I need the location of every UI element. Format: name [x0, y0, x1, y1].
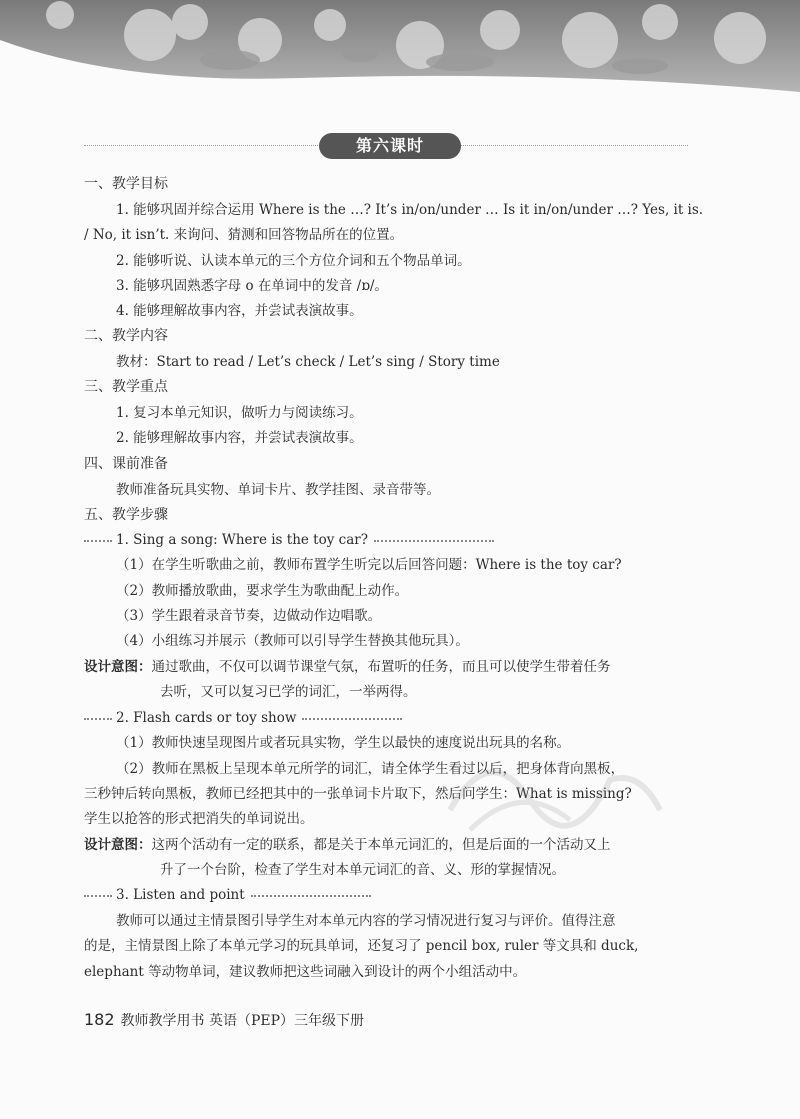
objective-1a: 1. 能够巩固并综合运用 Where is the …? It’s in/on/under … Is it in/on/under …? Yes, it is.	[116, 202, 704, 218]
design-intent-label: 设计意图：	[84, 659, 152, 675]
page-footer	[84, 1010, 364, 1030]
objective-4: 4. 能够理解故事内容，并尝试表演故事。	[116, 303, 363, 319]
design-intent-label: 设计意图：	[84, 837, 152, 853]
heading-preparation: 四、课前准备	[84, 456, 168, 472]
step-1-a: （1）在学生听歌曲之前，教师布置学生听完以后回答问题：Where is the toy car?	[116, 557, 622, 573]
objective-3: 3. 能够巩固熟悉字母 o 在单词中的发音 /ɒ/。	[116, 278, 388, 294]
preparation-text: 教师准备玩具实物、单词卡片、教学挂图、录音带等。	[116, 482, 440, 498]
step-2-b1: （2）教师在黑板上呈现本单元所学的词汇，请全体学生看过以后，把身体背向黑板，	[116, 761, 625, 777]
heading-steps: 五、教学步骤	[84, 507, 168, 523]
step-3-p1: 教师可以通过主情景图引导学生对本单元内容的学习情况进行复习与评价。值得注意	[116, 913, 616, 929]
step-2-a: （1）教师快速呈现图片或者玩具实物，学生以最快的速度说出玩具的名称。	[116, 735, 571, 751]
key-point-2: 2. 能够理解故事内容，并尝试表演故事。	[116, 430, 363, 446]
step-1-d: （4）小组练习并展示（教师可以引导学生替换其他玩具）。	[116, 633, 469, 649]
design-intent-2b: 升了一个台阶，检查了学生对本单元词汇的音、义、形的掌握情况。	[160, 862, 565, 878]
step-2-b2: 三秒钟后转向黑板，教师已经把其中的一张单词卡片取下，然后问学生：What is missing?	[84, 786, 632, 802]
dots-decor	[374, 540, 494, 542]
step-2-heading	[84, 709, 402, 727]
step-1-title: 1. Sing a song: Where is the toy car?	[116, 532, 368, 548]
dots-decor	[84, 540, 112, 542]
objective-1b: / No, it isn’t. 来询问、猜测和回答物品所在的位置。	[84, 227, 404, 243]
heading-key-points: 三、教学重点	[84, 379, 168, 395]
design-intent-2	[84, 836, 611, 854]
step-2-title: 2. Flash cards or toy show	[116, 710, 297, 726]
dots-decor	[84, 895, 112, 897]
page-number: 182	[84, 1010, 115, 1029]
step-2-b3: 学生以抢答的形式把消失的单词说出。	[84, 811, 314, 827]
step-1-b: （2）教师播放歌曲，要求学生为歌曲配上动作。	[116, 583, 409, 599]
content-text: 教材：Start to read / Let’s check / Let’s sing / Story time	[116, 354, 500, 370]
objective-2: 2. 能够听说、认读本单元的三个方位介词和五个物品单词。	[116, 253, 471, 269]
step-3-p2: 的是，主情景图上除了本单元学习的玩具单词，还复习了 pencil box, ruler 等文具和 duck,	[84, 938, 639, 954]
lesson-title-row	[84, 131, 688, 161]
design-intent-2a: 这两个活动有一定的联系，都是关于本单元词汇的，但是后面的一个活动又上	[151, 837, 611, 853]
design-intent-1b: 去听，又可以复习已学的词汇，一举两得。	[160, 684, 417, 700]
lesson-title: 第六课时	[319, 133, 461, 159]
step-1-c: （3）学生跟着录音节奏，边做动作边唱歌。	[116, 608, 382, 624]
decorative-floral-banner	[0, 0, 800, 92]
book-title: 教师教学用书 英语（PEP）三年级下册	[120, 1013, 365, 1029]
key-point-1: 1. 复习本单元知识，做听力与阅读练习。	[116, 405, 363, 421]
heading-objectives: 一、教学目标	[84, 176, 168, 192]
design-intent-1a: 通过歌曲，不仅可以调节课堂气氛，布置听的任务，而且可以使学生带着任务	[151, 659, 611, 675]
step-3-title: 3. Listen and point	[116, 887, 245, 903]
design-intent-1	[84, 658, 611, 676]
heading-content: 二、教学内容	[84, 328, 168, 344]
step-3-p3: elephant 等动物单词，建议教师把这些词融入到设计的两个小组活动中。	[84, 964, 527, 980]
dots-decor	[302, 718, 402, 720]
step-1-heading	[84, 531, 494, 549]
step-3-heading	[84, 886, 371, 904]
dots-decor	[84, 718, 112, 720]
dots-decor	[251, 895, 371, 897]
